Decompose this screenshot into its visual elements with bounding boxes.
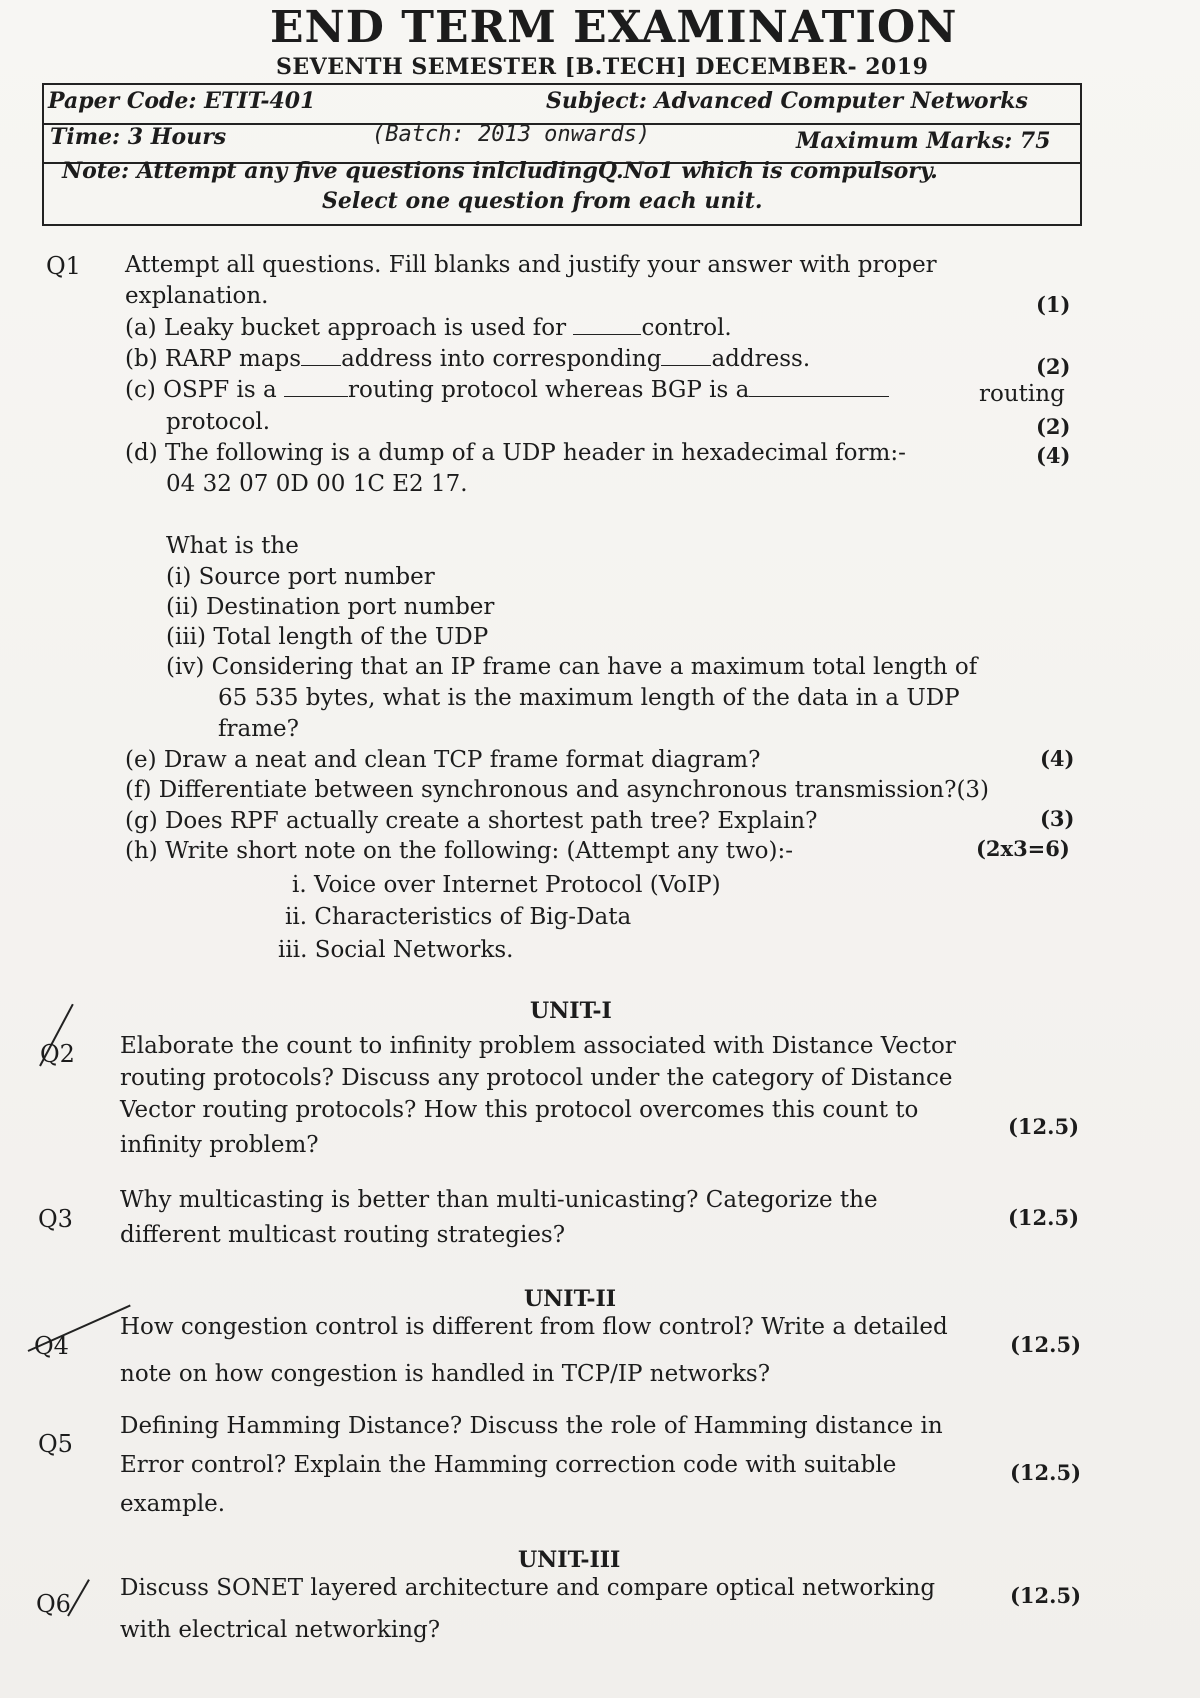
q2-line-1: Elaborate the count to infinity problem associated with Distance Vector [120, 1033, 956, 1059]
q1-a-text: (a) Leaky bucket approach is used for [125, 315, 567, 341]
q1-d-3: What is the [166, 533, 299, 559]
q2-line-4: infinity problem? [120, 1132, 319, 1158]
q2-line-3: Vector routing protocols? How this protocol overcomes this count to [120, 1097, 919, 1123]
q1-marks-6: (3) [1040, 806, 1075, 831]
q1-g: (g) Does RPF actually create a shortest path tree? Explain? [125, 808, 818, 834]
q1-d-iv-2: 65 535 bytes, what is the maximum length of the data in a UDP [218, 685, 960, 711]
subject: Subject: Advanced Computer Networks [546, 88, 1028, 114]
q3-line-2: different multicast routing strategies? [120, 1222, 566, 1248]
q4-line-1: How congestion control is different from flow control? Write a detailed [120, 1314, 948, 1340]
q1-number: Q1 [46, 252, 81, 280]
q5-number: Q5 [38, 1430, 73, 1458]
semester-line: SEVENTH SEMESTER [B.TECH] DECEMBER- 2019 [276, 54, 929, 80]
q1-d-iv-3: frame? [218, 716, 299, 742]
q2-marks: (12.5) [1008, 1114, 1080, 1139]
q1-b-text: (b) RARP maps [125, 346, 302, 372]
batch-note: (Batch: 2013 onwards) [372, 122, 651, 147]
q1-marks-1: (1) [1036, 292, 1071, 317]
q1-intro-2: explanation. [125, 283, 269, 309]
q1-b-post: address. [711, 346, 811, 372]
q1-d-ii: (ii) Destination port number [166, 594, 495, 620]
q1-d-2: 04 32 07 0D 00 1C E2 17. [166, 471, 468, 497]
q1-b-mid: address into corresponding [341, 346, 662, 372]
q1-marks-7: (2x3=6) [976, 836, 1070, 861]
q5-line-2: Error control? Explain the Hamming correction code with suitable [120, 1452, 897, 1478]
exam-title: END TERM EXAMINATION [270, 2, 958, 53]
q5-line-3: example. [120, 1491, 226, 1517]
q1-d-iii: (iii) Total length of the UDP [166, 624, 489, 650]
q6-number: Q6 [36, 1590, 71, 1618]
q1-c-text: (c) OSPF is a [125, 377, 277, 403]
unit-3-heading: UNIT-III [518, 1547, 621, 1573]
q6-line-2: with electrical networking? [120, 1617, 441, 1643]
q1-c [125, 377, 889, 403]
q1-marks-5: (4) [1040, 746, 1075, 771]
q1-c-post: routing [979, 381, 1065, 407]
blank [661, 347, 711, 366]
q1-c-mid: routing protocol whereas BGP is a [348, 377, 750, 403]
q1-h: (h) Write short note on the following: (Attempt any two):- [125, 838, 793, 864]
q1-e: (e) Draw a neat and clean TCP frame format diagram? [125, 747, 761, 773]
q1-d-iv-1: (iv) Considering that an IP frame can have a maximum total length of [166, 654, 978, 680]
q2-number: Q2 [40, 1040, 75, 1068]
note-line-1: Note: Attempt any five questions inlcludingQ.No1 which is compulsory. [62, 158, 938, 184]
q4-line-2: note on how congestion is handled in TCP/IP networks? [120, 1361, 771, 1387]
q1-h-iii: iii. Social Networks. [278, 937, 514, 963]
q1-d-i: (i) Source port number [166, 564, 435, 590]
q6-line-1: Discuss SONET layered architecture and compare optical networking [120, 1575, 936, 1601]
blank [284, 378, 348, 397]
q4-number: Q4 [34, 1332, 69, 1360]
q3-line-1: Why multicasting is better than multi-unicasting? Categorize the [120, 1187, 878, 1213]
q1-f: (f) Differentiate between synchronous and asynchronous transmission?(3) [125, 777, 990, 803]
q6-marks: (12.5) [1010, 1583, 1082, 1608]
blank [301, 347, 341, 366]
q1-marks-3: (2) [1036, 414, 1071, 439]
unit-1-heading: UNIT-I [530, 998, 612, 1024]
q1-b [125, 346, 810, 372]
q5-line-1: Defining Hamming Distance? Discuss the role of Hamming distance in [120, 1413, 943, 1439]
q3-number: Q3 [38, 1205, 73, 1233]
note-line-2: Select one question from each unit. [322, 188, 763, 214]
q1-a-post: control. [641, 315, 732, 341]
q1-marks-4: (4) [1036, 443, 1071, 468]
q1-intro-1: Attempt all questions. Fill blanks and justify your answer with proper [125, 252, 937, 278]
q1-h-i: i. Voice over Internet Protocol (VoIP) [292, 872, 721, 898]
q1-marks-2: (2) [1036, 354, 1071, 379]
q1-h-ii: ii. Characteristics of Big-Data [285, 904, 632, 930]
max-marks: Maximum Marks: 75 [796, 128, 1051, 154]
blank [749, 378, 889, 397]
q1-c-2: protocol. [166, 409, 271, 435]
q3-marks: (12.5) [1008, 1205, 1080, 1230]
q2-line-2: routing protocols? Discuss any protocol under the category of Distance [120, 1065, 953, 1091]
q5-marks: (12.5) [1010, 1460, 1082, 1485]
unit-2-heading: UNIT-II [524, 1286, 617, 1312]
q4-marks: (12.5) [1010, 1332, 1082, 1357]
time: Time: 3 Hours [50, 124, 227, 150]
q1-d-1: (d) The following is a dump of a UDP header in hexadecimal form:- [125, 440, 906, 466]
paper-code: Paper Code: ETIT-401 [48, 88, 316, 114]
q1-a [125, 315, 732, 341]
blank [573, 316, 641, 335]
